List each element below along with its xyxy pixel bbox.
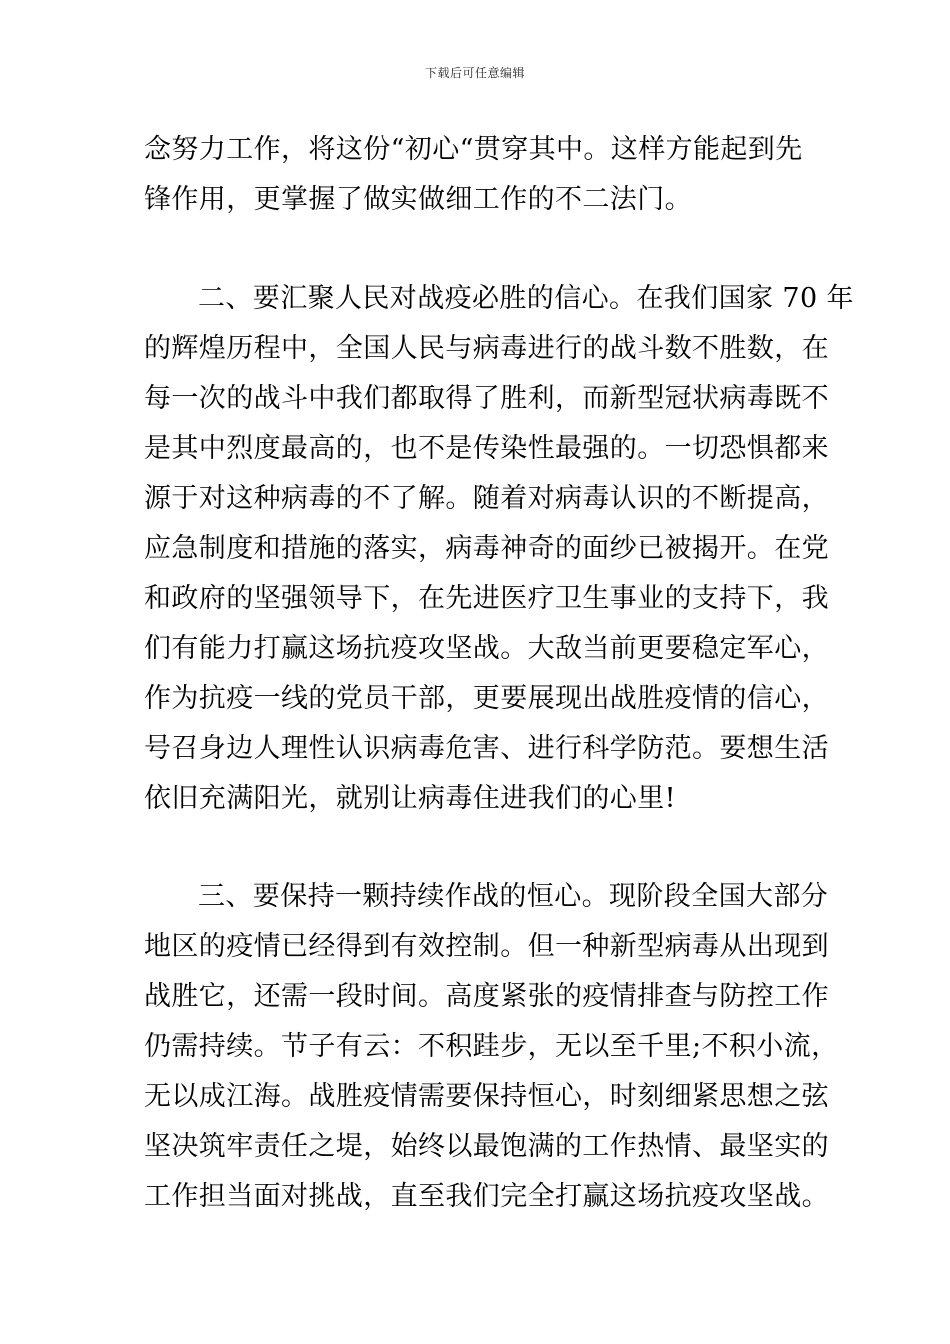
text-line: 源于对这种病毒的不了解。随着对病毒认识的不断提高， [144, 483, 829, 514]
text-line: 念努力工作，将这份“初心“贯穿其中。这样方能起到先 [144, 134, 803, 165]
text-line: 无以成江海。战胜疫情需要保持恒心，时刻细紧思想之弦 [144, 1081, 829, 1112]
text-line: 每一次的战斗中我们都取得了胜利，而新型冠状病毒既不 [144, 383, 829, 414]
paragraph-first-line: 二、要汇聚人民对战疫必胜的信心。在我们国家 70 年 [198, 283, 854, 314]
text-line: 依旧充满阳光，就别让病毒住进我们的心里! [144, 783, 676, 814]
text-line: 作为抗疫一线的党员干部，更要展现出战胜疫情的信心， [144, 683, 829, 714]
text-line: 号召身边人理性认识病毒危害、进行科学防范。要想生活 [144, 733, 829, 764]
text-line: 锋作用，更掌握了做实做细工作的不二法门。 [144, 184, 692, 215]
text-line: 的辉煌历程中，全国人民与病毒进行的战斗数不胜数，在 [144, 333, 829, 364]
paragraph-first-line: 三、要保持一颗持续作战的恒心。现阶段全国大部分 [198, 881, 829, 912]
text-line: 应急制度和措施的落实，病毒神奇的面纱已被揭开。在党 [144, 533, 829, 564]
page-header: 下载后可任意编辑 [424, 66, 525, 80]
text-line: 和政府的坚强领导下，在先进医疗卫生事业的支持下，我 [144, 583, 829, 614]
text-line: 战胜它，还需一段时间。高度紧张的疫情排查与防控工作 [144, 981, 829, 1012]
text-line: 坚决筑牢责任之堤，始终以最饱满的工作热情、最坚实的 [144, 1131, 829, 1162]
text-line: 工作担当面对挑战，直至我们完全打赢这场抗疫攻坚战。 [144, 1181, 829, 1212]
text-line: 们有能力打赢这场抗疫攻坚战。大敌当前更要稳定军心， [144, 633, 829, 664]
text-line: 仍需持续。节子有云：不积跬步，无以至千里;不积小流， [144, 1031, 839, 1062]
text-line: 是其中烈度最高的，也不是传染性最强的。一切恐惧都来 [144, 433, 829, 464]
text-line: 地区的疫情已经得到有效控制。但一种新型病毒从出现到 [144, 931, 829, 962]
